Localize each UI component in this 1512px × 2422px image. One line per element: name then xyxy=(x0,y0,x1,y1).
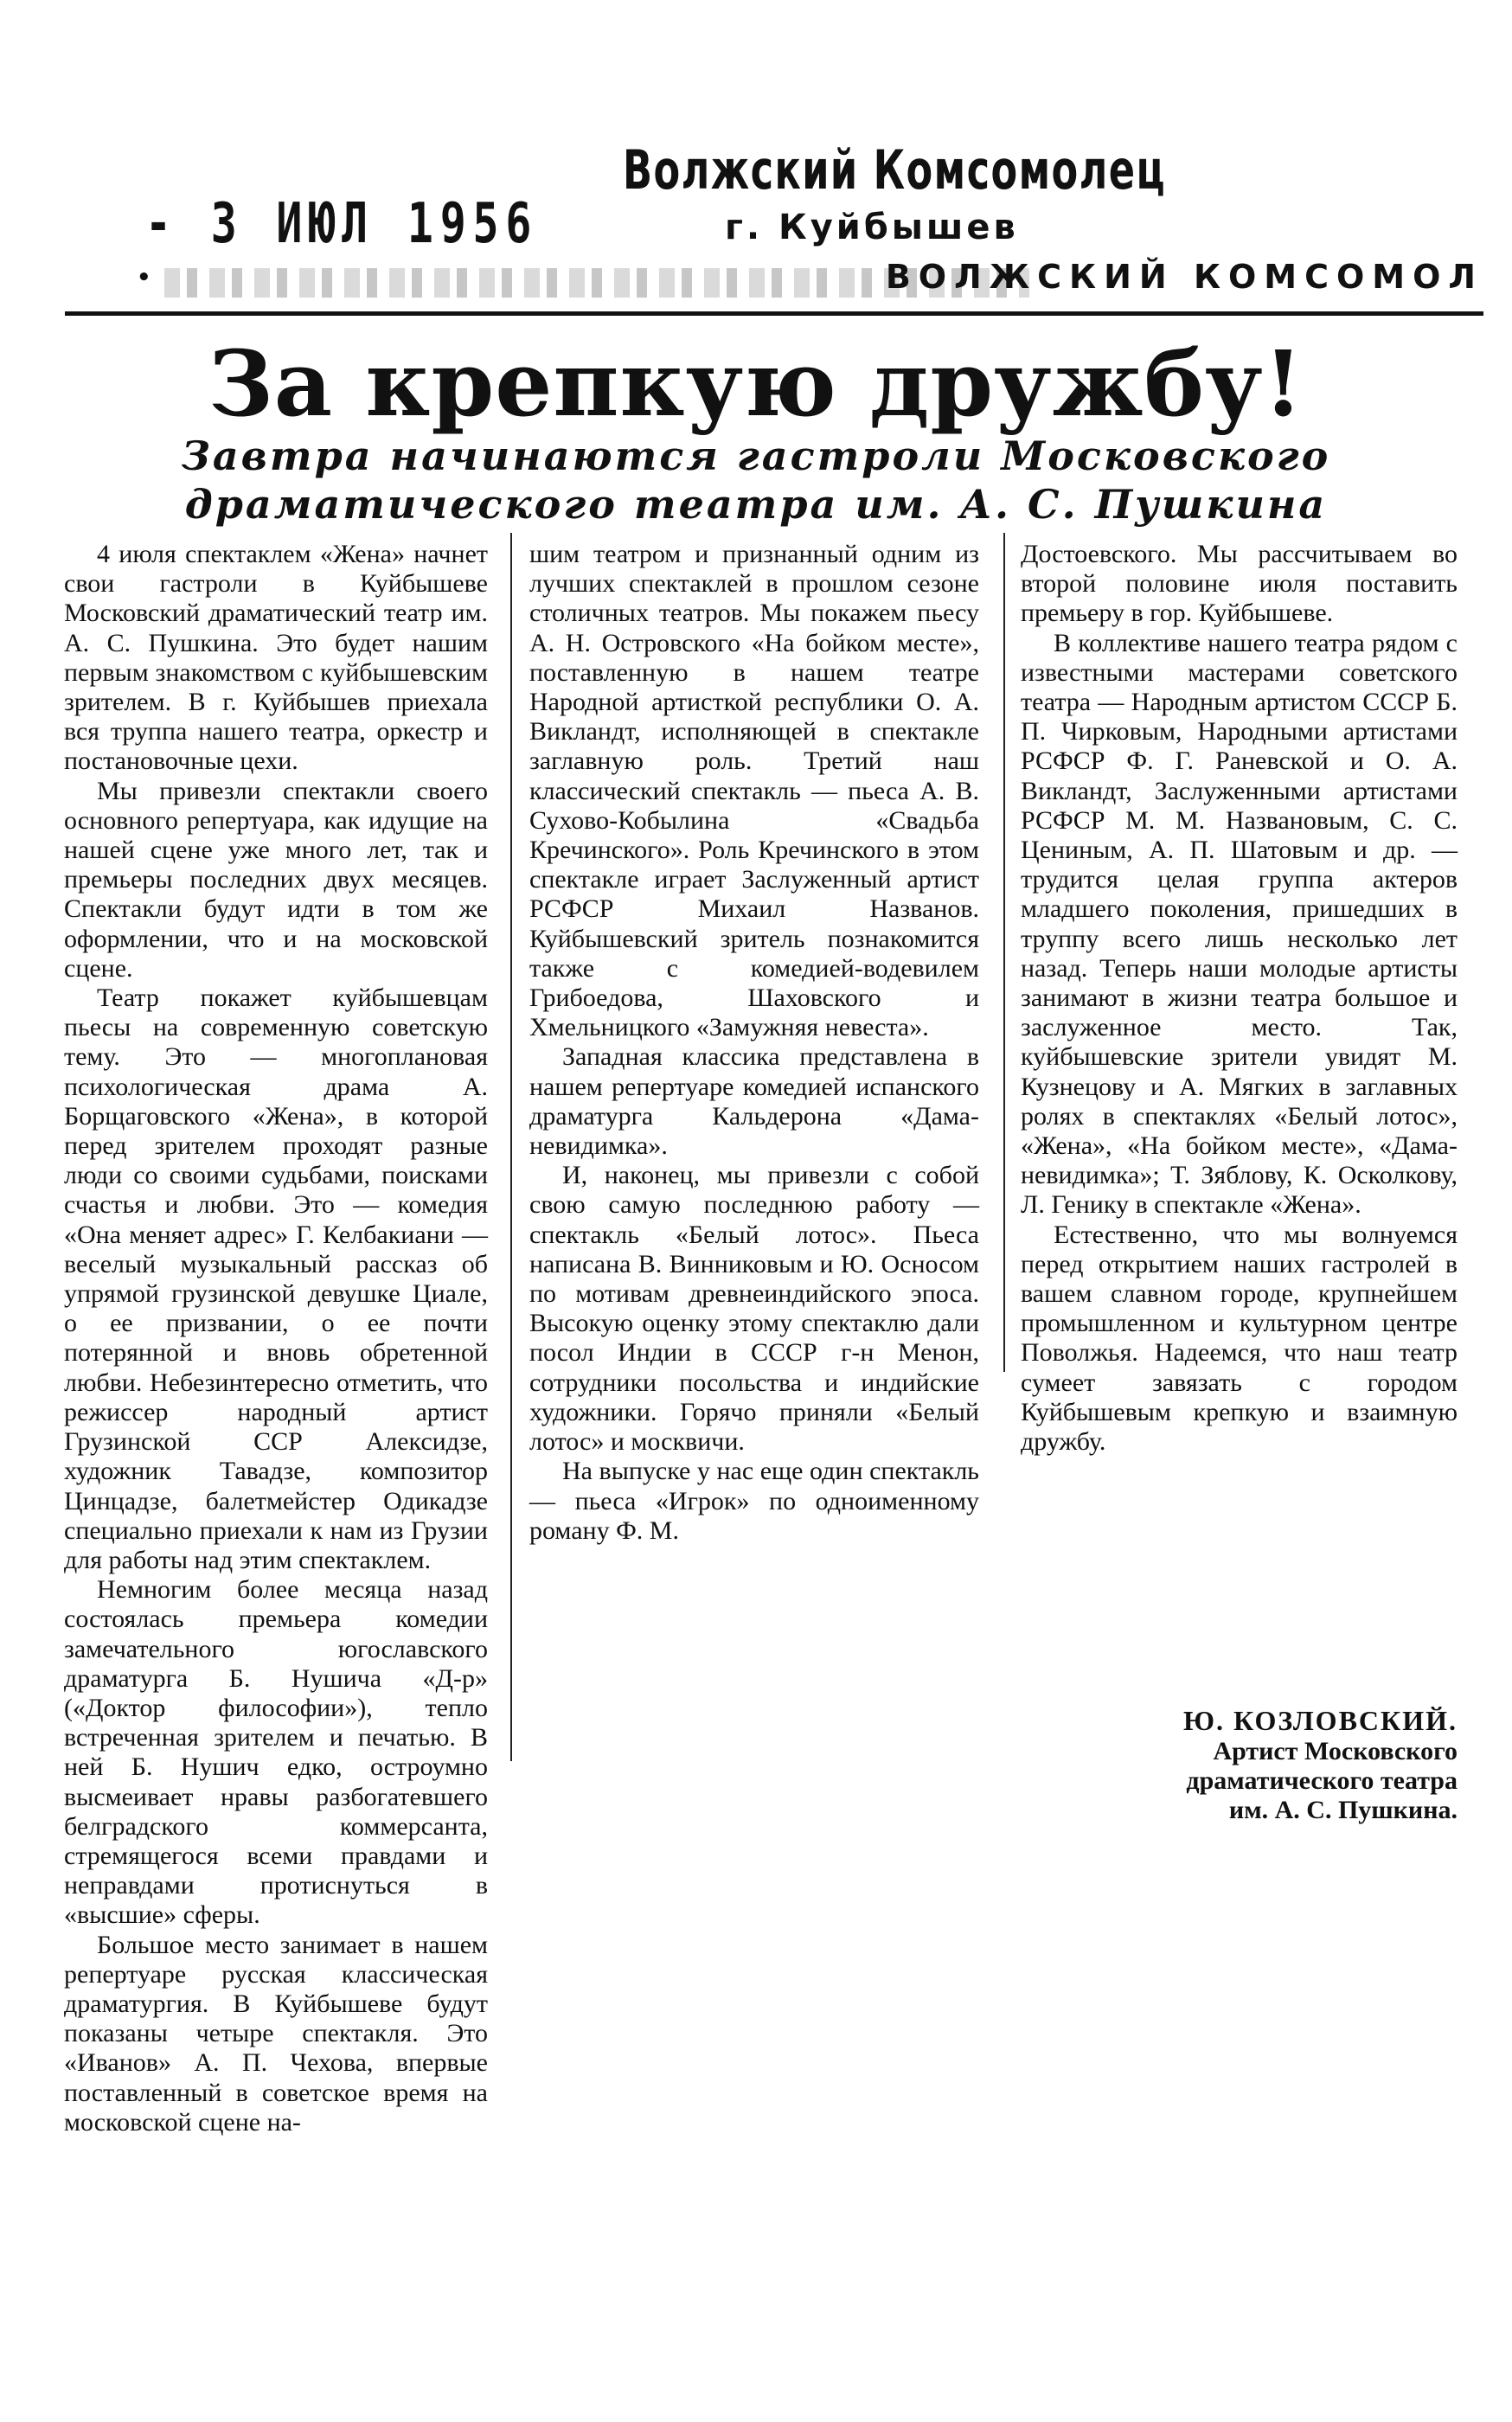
subhead-line-2: драматического театра им. А. С. Пушкина xyxy=(184,481,1328,528)
paragraph: На выпуске у нас еще один спектакль — пьеса «Игрок» по одноименному роману Ф. М. xyxy=(529,1457,979,1545)
author-title-line: Артист Московского xyxy=(1213,1737,1458,1765)
subhead-line-1: Завтра начинаются гастроли Московского xyxy=(181,432,1331,479)
paragraph: Театр покажет куйбышевцам пьесы на современную советскую тему. Это — многоплановая психологическая драма А. Борщаговского «Жена», в которой перед зрителем проходят разные люди со своими судьбами, поисками счастья и любви. Это — комедия «Она меняет адрес» Г. Келбакиани — веселый музыкальный рассказ об упрямой грузинской девушке Циале, о ее призвании, о ее почти потерянной и вновь обретенной любви. Небезинтересно отметить, что режиссер народный артист Грузинской ССР Алексидзе, художник Тавадзе, композитор Цинцадзе, балетмейстер Одикадзе специально приехали к нам из Грузии для работы над этим спектаклем. xyxy=(64,984,488,1574)
paragraph: В коллективе нашего театра рядом с известными мастерами советского театра — Народным артистом СССР Б. П. Чирковым, Народными артистами РСФСР Ф. Г. Раневской и О. А. Викландт, Заслуженными артистами РСФСР М. М. Названовым, С. С. Цениным, А. П. Шатовым и др. — трудится целая группа актеров младшего поколения, пришедших в труппу всего лишь несколько лет назад. Теперь наши молодые артисты занимают в жизни театра большое и заслуженное место. Так, куйбышевские зрители увидят М. Кузнецову и А. Мягких в заглавных ролях в спектаклях «Белый лотос», «Жена», «На бойком месте», «Дама-невидимка»; Т. Зяблову, К. Осколкову, Л. Генику в спектакле «Жена». xyxy=(1021,628,1458,1220)
date-stamp: - 3 ИЮЛ 1956 xyxy=(145,192,539,256)
header-rule xyxy=(65,311,1483,316)
strip-bullet-icon: • xyxy=(137,265,151,291)
paragraph: 4 июля спектаклем «Жена» начнет свои гастроли в Куйбышеве Московский драматический театр им. А. С. Пушкина. Это будет нашим первым знакомством с куйбышевским зрителем. В г. Куйбышев приехала вся труппа нашего театра, оркестр и постановочные цехи. xyxy=(64,540,488,776)
author-title-line: им. А. С. Пушкина. xyxy=(1228,1796,1458,1824)
newspaper-name: Волжский Комсомолец xyxy=(623,138,1167,202)
paragraph: И, наконец, мы привезли с собой свою самую последнюю работу — спектакль «Белый лотос». Пьеса написана В. Винниковым и Ю. Осносом по мотивам древнеиндийского эпоса. Высокую оценку этому спектаклю дали посол Индии в СССР г-н Менон, сотрудники посольства и индийские художники. Горячо приняли «Белый лотос» и москвичи. xyxy=(529,1161,979,1457)
column-divider xyxy=(510,533,512,1761)
paragraph: Естественно, что мы волнуемся перед открытием наших гастролей в вашем славном городе, крупнейшем промышленном и культурном центре Поволжья. Надеемся, что наш театр сумеет завязать с городом Куйбышевым крепкую и взаимную дружбу. xyxy=(1021,1220,1458,1457)
column-divider xyxy=(1003,533,1005,1372)
paragraph: Большое место занимает в нашем репертуаре русская классическая драматургия. В Куйбышеве будут показаны четыре спектакля. Это «Иванов» А. П. Чехова, впервые поставленный в советское время на московской сцене на- xyxy=(64,1930,488,2137)
author-name: Ю. КОЗЛОВСКИЙ. xyxy=(1183,1705,1458,1736)
paragraph: Достоевского. Мы рассчитываем во второй половине июля поставить премьеру в гор. Куйбышеве. xyxy=(1021,540,1458,628)
article-column-3 xyxy=(1021,540,1458,1457)
masthead-strip xyxy=(69,256,1483,306)
city-label: г. Куйбышев xyxy=(725,208,1019,247)
paragraph: Мы привезли спектакли своего основного репертуара, как идущие на нашей сцене уже много лет, так и премьеры последних двух месяцев. Спектакли будут идти в том же оформлении, что и на московской сцене. xyxy=(64,776,488,983)
article-column-2 xyxy=(529,540,979,1546)
strip-label: ВОЛЖСКИЙ КОМСОМОЛ xyxy=(885,258,1483,296)
author-title-line: драматического театра xyxy=(1186,1766,1458,1795)
paragraph: Немногим более месяца назад состоялась премьера комедии замечательного югославского драматурга Б. Нушича «Д-р» («Доктор философии»), тепло встреченная зрителем и печатью. В ней Б. Нушич едко, остроумно высмеивает нравы разбогатевшего белградского коммерсанта, стремящегося всеми правдами и неправдами протиснуться в «высшие» сферы. xyxy=(64,1575,488,1930)
article-column-1 xyxy=(64,540,488,2137)
paragraph: шим театром и признанный одним из лучших спектаклей в прошлом сезоне столичных театров. Мы покажем пьесу А. Н. Островского «На бойком месте», поставленную в нашем театре Народной артисткой республики О. А. Викландт, исполняющей в спектакле заглавную роль. Третий наш классический спектакль — пьеса А. В. Сухово-Кобылина «Свадьба Кречинского». Роль Кречинского в этом спектакле играет Заслуженный артист РСФСР Михаил Названов. Куйбышевский зритель познакомится также с комедией-водевилем Грибоедова, Шаховского и Хмельницкого «Замужняя невеста». xyxy=(529,540,979,1042)
headline: За крепкую дружбу! xyxy=(208,330,1304,437)
paragraph: Западная классика представлена в нашем репертуаре комедией испанского драматурга Кальдерона «Дама-невидимка». xyxy=(529,1042,979,1161)
